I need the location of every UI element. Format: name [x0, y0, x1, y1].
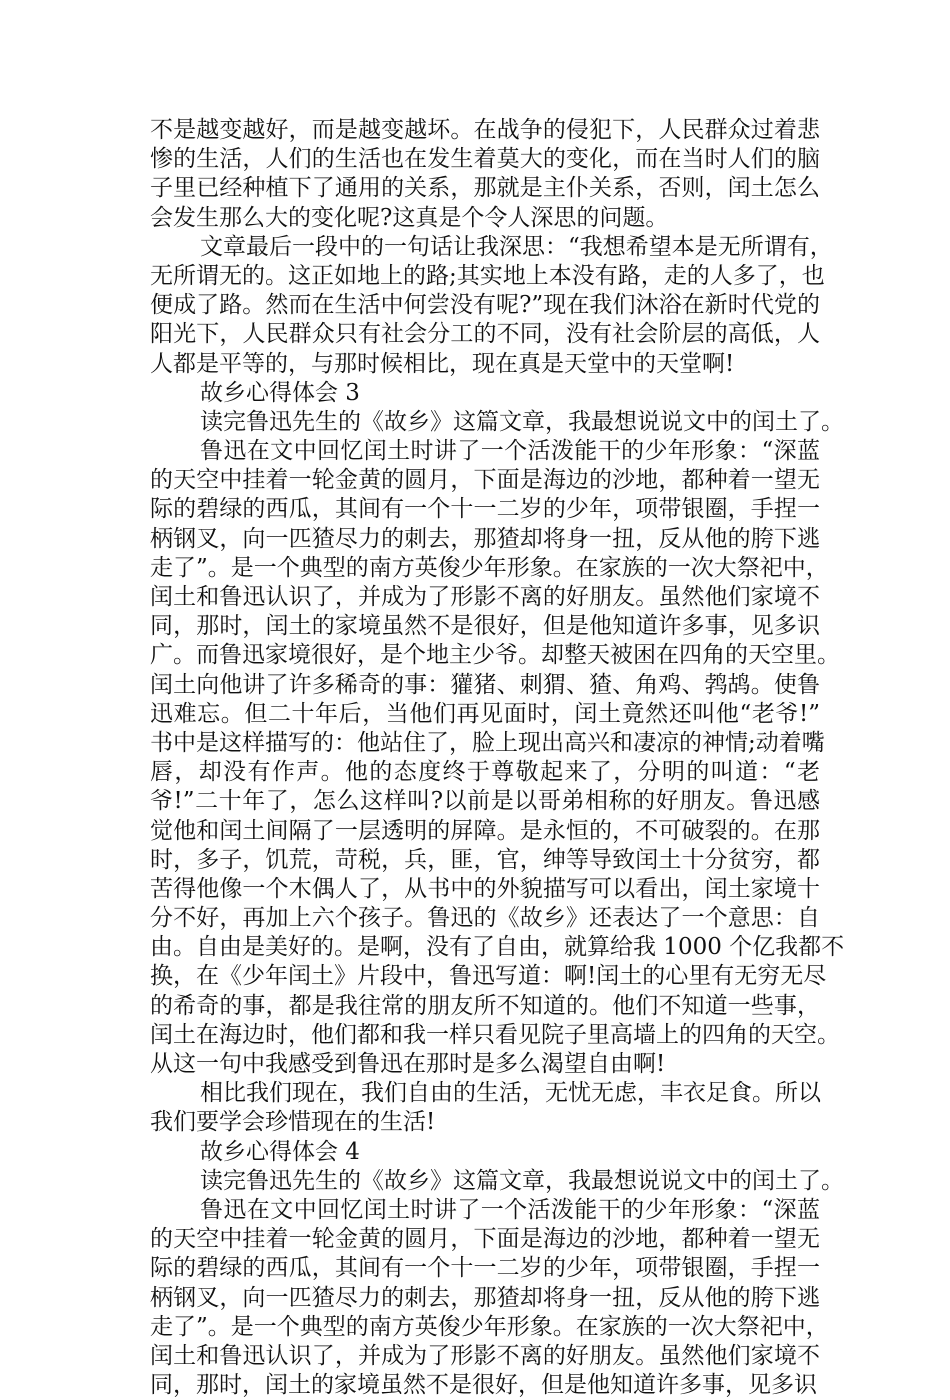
text-line: 同，那时，闰土的家境虽然不是很好，但是他知道许多事，见多识 — [150, 613, 820, 640]
text-line: 柄钢叉，向一匹猹尽力的刺去，那猹却将身一扭，反从他的胯下逃 — [150, 525, 820, 552]
text-line: 际的碧绿的西瓜，其间有一个十一二岁的少年，项带银圈，手捏一 — [150, 1255, 820, 1282]
paragraph — [150, 233, 833, 379]
text-line: 走了”。是一个典型的南方英俊少年形象。在家族的一次大祭祀中， — [150, 554, 829, 581]
section-heading: 故乡心得体会 3 — [200, 379, 360, 406]
text-line: 便成了路。然而在生活中何尝没有呢?”现在我们沐浴在新时代党的 — [150, 292, 820, 319]
text-line: 唇，却没有作声。他的态度终于尊敬起来了，分明的叫道：“老 — [150, 759, 820, 786]
text-line: 书中是这样描写的：他站住了，脸上现出高兴和凄凉的神情;动着嘴 — [150, 729, 825, 756]
text-line: 不是越变越好，而是越变越坏。在战争的侵犯下，人民群众过着悲 — [150, 117, 820, 143]
text-line: 子里已经种植下了通用的关系，那就是主仆关系，否则，闰土怎么 — [150, 175, 820, 202]
text-line: 迅难忘。但二十年后，当他们再见面时，闰土竟然还叫他“老爷!” — [150, 700, 820, 727]
paragraph — [150, 437, 845, 1079]
text-line: 的天空中挂着一轮金黄的圆月，下面是海边的沙地，都种着一望无 — [150, 467, 820, 494]
section-heading: 故乡心得体会 4 — [200, 1138, 360, 1165]
text-line: 会发生那么大的变化呢?这真是个令人深思的问题。 — [150, 204, 669, 231]
text-line: 觉他和闰土间隔了一层透明的屏障。是永恒的，不可破裂的。在那 — [150, 817, 820, 844]
text-line: 的天空中挂着一轮金黄的圆月，下面是海边的沙地，都种着一望无 — [150, 1226, 820, 1253]
text-line: 走了”。是一个典型的南方英俊少年形象。在家族的一次大祭祀中， — [150, 1313, 829, 1340]
text-line: 读完鲁迅先生的《故乡》这篇文章，我最想说说文中的闰土了。 — [200, 408, 844, 435]
paragraph — [150, 408, 844, 437]
text-line: 惨的生活，人们的生活也在发生着莫大的变化，而在当时人们的脑 — [150, 146, 820, 173]
paragraph — [150, 1079, 820, 1137]
document-page — [150, 116, 845, 1400]
text-line: 无所谓无的。这正如地上的路;其实地上本没有路，走的人多了，也 — [150, 262, 825, 289]
text-line: 我们要学会珍惜现在的生活! — [150, 1109, 436, 1136]
text-line: 人都是平等的，与那时候相比，现在真是天堂中的天堂啊! — [150, 350, 735, 377]
text-line: 柄钢叉，向一匹猹尽力的刺去，那猹却将身一扭，反从他的胯下逃 — [150, 1284, 820, 1311]
paragraph — [150, 1167, 844, 1196]
paragraph — [150, 116, 820, 233]
text-line: 爷!”二十年了，怎么这样叫?以前是以哥弟相称的好朋友。鲁迅感 — [150, 788, 820, 815]
text-line: 读完鲁迅先生的《故乡》这篇文章，我最想说说文中的闰土了。 — [200, 1167, 844, 1194]
text-line: 换，在《少年闰土》片段中，鲁迅写道：啊!闰土的心里有无穷无尽 — [150, 963, 827, 990]
text-line: 广。而鲁迅家境很好，是个地主少爷。却整天被困在四角的天空里。 — [150, 642, 840, 669]
text-line: 由。自由是美好的。是啊，没有了自由，就算给我 1000 个亿我都不 — [150, 934, 845, 961]
text-line: 时，多子，饥荒，苛税，兵，匪，官，绅等导致闰土十分贫穷，都 — [150, 846, 820, 873]
text-line: 分不好，再加上六个孩子。鲁迅的《故乡》还表达了一个意思：自 — [150, 905, 820, 932]
text-line: 相比我们现在，我们自由的生活，无忧无虑，丰衣足食。所以 — [200, 1080, 821, 1107]
text-line: 际的碧绿的西瓜，其间有一个十一二岁的少年，项带银圈，手捏一 — [150, 496, 820, 523]
text-line: 文章最后一段中的一句话让我深思：“我想希望本是无所谓有， — [200, 233, 833, 260]
text-line: 闰土和鲁迅认识了，并成为了形影不离的好朋友。虽然他们家境不 — [150, 584, 820, 610]
text-line: 的希奇的事，都是我往常的朋友所不知道的。他们不知道一些事， — [150, 992, 820, 1019]
text-line: 从这一句中我感受到鲁迅在那时是多么渴望自由啊! — [150, 1051, 666, 1077]
text-line: 鲁迅在文中回忆闰土时讲了一个活泼能干的少年形象：“深蓝 — [200, 438, 820, 465]
text-line: 同，那时，闰土的家境虽然不是很好，但是他知道许多事，见多识 — [150, 1372, 817, 1399]
paragraph — [150, 1196, 829, 1400]
text-line: 闰土在海边时，他们都和我一样只看见院子里高墙上的四角的天空。 — [150, 1021, 840, 1048]
text-line: 闰土和鲁迅认识了，并成为了形影不离的好朋友。虽然他们家境不 — [150, 1342, 820, 1369]
text-line: 闰土向他讲了许多稀奇的事：獾猪、刺猬、猹、角鸡、鹁鸪。使鲁 — [150, 671, 820, 698]
text-line: 苦得他像一个木偶人了，从书中的外貌描写可以看出，闰土家境十 — [150, 875, 820, 902]
text-line: 阳光下，人民群众只有社会分工的不同，没有社会阶层的高低，人 — [150, 321, 820, 348]
text-line: 鲁迅在文中回忆闰土时讲了一个活泼能干的少年形象：“深蓝 — [200, 1196, 820, 1223]
